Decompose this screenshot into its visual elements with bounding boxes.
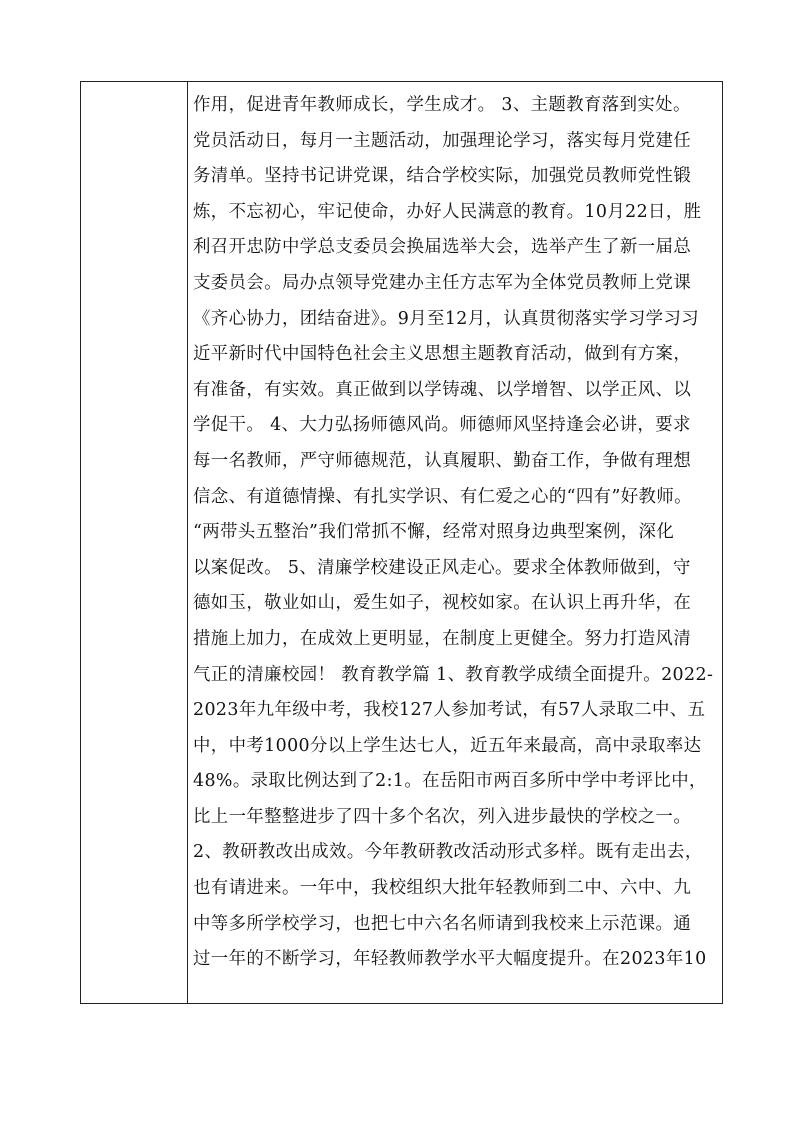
text-line: 2、教研教改出成效。今年教研教改活动形式多样。既有走出去， <box>193 842 703 863</box>
text-line: “两带头五整治”我们常抓不懈，经常对照身边典型案例，深化 <box>193 522 675 543</box>
text-line: 学促干。 4、大力弘扬师德风尚。师德师风坚持逢会必讲，要求 <box>193 415 691 436</box>
text-line: 每一名教师，严守师德规范，认真履职、勤奋工作，争做有理想 <box>193 450 692 471</box>
text-line: 48%。录取比例达到了2:1。在岳阳市两百多所中学中考评比中， <box>193 771 707 792</box>
text-line: 气正的清廉校园！ 教育教学篇 1、教育教学成绩全面提升。2022- <box>193 664 714 685</box>
text-line: 2023年九年级中考，我校127人参加考试，有57人录取二中、五 <box>193 700 706 721</box>
table-label-cell <box>81 82 188 1003</box>
text-line: 《齐心协力，团结奋进》。9月至12月，认真贯彻落实学习学习习 <box>193 308 700 329</box>
text-line: 利召开忠防中学总支委员会换届选举大会，选举产生了新一届总 <box>193 237 692 258</box>
text-line: 过一年的不断学习，年轻教师教学水平大幅度提升。在2023年10 <box>193 949 707 970</box>
text-line: 中，中考1000分以上学生达七人，近五年来最高，高中录取率达 <box>193 735 702 756</box>
text-line: 以案促改。 5、清廉学校建设正风走心。要求全体教师做到，守 <box>193 557 691 578</box>
document-table <box>80 81 723 1004</box>
text-line: 措施上加力，在成效上更明显，在制度上更健全。努力打造风清 <box>193 628 692 649</box>
text-line: 信念、有道德情操、有扎实学识、有仁爱之心的“四有”好教师。 <box>193 486 692 507</box>
text-line: 德如玉，敬业如山，爱生如子，视校如家。在认识上再升华，在 <box>193 593 692 614</box>
text-line: 中等多所学校学习，也把七中六名名师请到我校来上示范课。通 <box>193 913 692 934</box>
text-line: 支委员会。局办点领导党建办主任方志军为全体党员教师上党课 <box>193 272 692 293</box>
table-content-cell <box>188 82 722 1003</box>
text-line: 炼，不忘初心，牢记使命，办好人民满意的教育。10月22日，胜 <box>193 201 702 222</box>
text-line: 近平新时代中国特色社会主义思想主题教育活动，做到有方案， <box>193 344 692 365</box>
text-line: 也有请进来。一年中，我校组织大批年轻教师到二中、六中、九 <box>193 878 692 899</box>
text-line: 作用，促进青年教师成长，学生成才。 3、主题教育落到实处。 <box>193 95 691 115</box>
text-line: 务清单。坚持书记讲党课，结合学校实际，加强党员教师党性锻 <box>193 166 692 187</box>
text-line: 比上一年整整进步了四十多个名次，列入进步最快的学校之一。 <box>193 806 692 827</box>
text-line: 党员活动日，每月一主题活动，加强理论学习，落实每月党建任 <box>193 130 692 151</box>
text-line: 有准备，有实效。真正做到以学铸魂、以学增智、以学正风、以 <box>193 379 692 400</box>
